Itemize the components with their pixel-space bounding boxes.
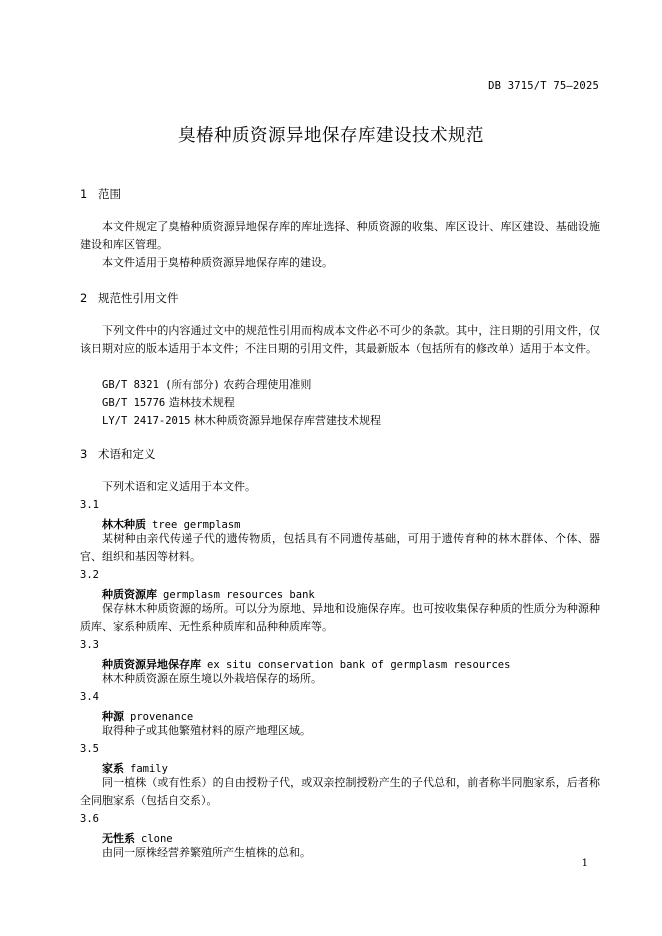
reference-code: LY/T 2417-2015 xyxy=(102,415,191,427)
section-2-heading xyxy=(80,290,179,306)
term-chinese: 林木种质 xyxy=(102,518,146,531)
section-1-paragraph-2: 本文件适用于臭椿种质资源异地保存库的建设。 xyxy=(102,256,333,269)
reference-item xyxy=(102,412,381,430)
standard-number: DB 3715/T 75—2025 xyxy=(488,80,599,92)
term-chinese: 种源 xyxy=(102,710,124,723)
term-number: 3.2 xyxy=(80,569,99,581)
term-definition: 林木种质资源在原生境以外栽培保存的场所。 xyxy=(102,672,322,685)
term-english: ex situ conservation bank of germplasm resources xyxy=(207,659,511,671)
section-2-paragraph: 下列文件中的内容通过文中的规范性引用而构成本文件必不可少的条款。其中，注日期的引用文件，仅该日期对应的版本适用于本文件；不注日期的引用文件，其最新版本（包括所有的修改单）适用于本文件。 xyxy=(80,324,600,355)
term-english: germplasm resources bank xyxy=(163,589,315,601)
section-1-paragraph-1: 本文件规定了臭椿种质资源异地保存库的库址选择、种质资源的收集、库区设计、库区建设、基础设施建设和库区管理。 xyxy=(80,220,600,251)
term-number: 3.4 xyxy=(80,691,99,703)
section-3-intro: 下列术语和定义适用于本文件。 xyxy=(102,480,256,493)
section-title: 范围 xyxy=(98,187,121,201)
term-number: 3.3 xyxy=(80,639,99,651)
section-number: 3 xyxy=(80,447,88,461)
term-english: provenance xyxy=(130,711,194,723)
section-3-heading xyxy=(80,446,156,462)
term-definition: 保存林木种质资源的场所。可以分为原地、异地和设施保存库。也可按收集保存种质的性质分为种源种质库、家系种质库、无性系种质库和品种种质库等。 xyxy=(80,602,600,633)
term-chinese: 种质资源异地保存库 xyxy=(102,658,201,671)
term-definition: 由同一原株经营养繁殖所产生植株的总和。 xyxy=(102,846,311,859)
section-title: 术语和定义 xyxy=(98,447,156,461)
term-number: 3.6 xyxy=(80,813,99,825)
section-1-heading xyxy=(80,186,121,202)
reference-code: GB/T 15776 xyxy=(102,397,166,409)
term-definition: 取得种子或其他繁殖材料的原产地理区域。 xyxy=(102,724,311,737)
reference-name: 农药合理使用准则 xyxy=(223,378,312,391)
term-number: 3.5 xyxy=(80,743,99,755)
term-chinese: 家系 xyxy=(102,762,124,775)
term-definition: 某树种由亲代传递子代的遗传物质，包括具有不同遗传基础，可用于遗传育种的林木群体、个体、器官、组织和基因等材料。 xyxy=(80,532,600,563)
term-definition: 同一植株（或有性系）的自由授粉子代，或双亲控制授粉产生的子代总和，前者称半同胞家系，后者称全同胞家系（包括自交系）。 xyxy=(80,776,600,807)
reference-item xyxy=(102,394,235,412)
page-number: 1 xyxy=(581,858,588,869)
section-number: 2 xyxy=(80,291,88,305)
section-number: 1 xyxy=(80,187,88,201)
document-title: 臭椿种质资源异地保存库建设技术规范 xyxy=(178,126,484,146)
reference-code: GB/T 8321 (所有部分) xyxy=(102,379,220,391)
term-english: tree germplasm xyxy=(152,519,241,531)
reference-item xyxy=(102,376,311,394)
reference-name: 造林技术规程 xyxy=(168,396,235,409)
term-english: family xyxy=(130,763,168,775)
term-chinese: 无性系 xyxy=(102,832,135,845)
reference-name: 林木种质资源异地保存库营建技术规程 xyxy=(194,414,382,427)
term-number: 3.1 xyxy=(80,499,99,511)
section-title: 规范性引用文件 xyxy=(98,291,179,305)
term-chinese: 种质资源库 xyxy=(102,588,157,601)
term-english: clone xyxy=(141,833,173,845)
